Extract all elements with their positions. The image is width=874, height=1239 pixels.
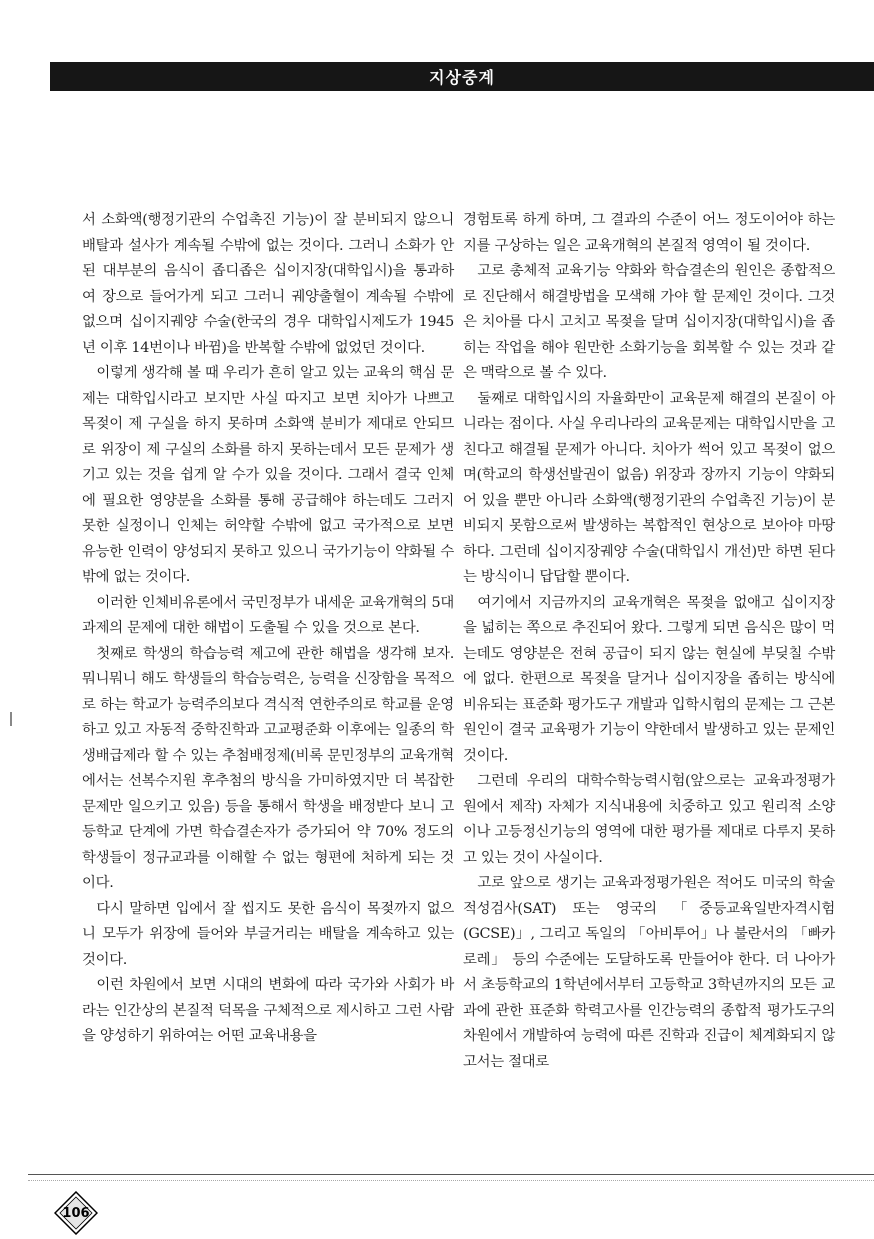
right-column [463,208,835,1075]
paragraph: 서 소화액(행정기관의 수업촉진 기능)이 잘 분비되지 않으니 배탈과 설사가 계속될 수밖에 없는 것이다. 그러니 소화가 안 된 대부분의 음식이 좁디좁은 십이지장(대학입시)을 통과하여 장으로 들어가게 되고 그러니 궤양출혈이 계속될 수밖에 없으며 십이지궤양 수술(한국의 경우 대학입시제도가 1945년 이후 14번이나 바뀜)을 반복할 수밖에 없었던 것이다. [82,212,454,356]
paragraph: 이러한 인체비유론에서 국민정부가 내세운 교육개혁의 5대 과제의 문제에 대한 해법이 도출될 수 있을 것으로 본다. [82,594,454,636]
page-number-badge [54,1191,98,1235]
footer-dotted-rule [28,1180,874,1181]
paragraph: 고로 앞으로 생기는 교육과정평가원은 적어도 미국의 학술적성검사(SAT) 또는 영국의 「중등교육일반자격시험(GCSE)」, 그리고 독일의 「아비투어」나 불란서의 「빠카로레」 등의 수준에는 도달하도록 만들어야 한다. 더 나아가서 초등학교의 1학년에서부터 고등학교 3학년까지의 모든 교과에 관한 표준화 학력고사를 인간능력의 종합적 평가도구의 차원에서 개발하여 능력에 따른 진학과 진급이 체계화되지 않고서는 절대로 [463,875,835,1070]
paragraph: 다시 말하면 입에서 잘 씹지도 못한 음식이 목젖까지 없으니 모두가 위장에 들어와 부글거리는 배탈을 계속하고 있는 것이다. [82,900,454,968]
paragraph: 첫째로 학생의 학습능력 제고에 관한 해법을 생각해 보자. 뭐니뭐니 해도 학생들의 학습능력은, 능력을 신장함을 목적으로 하는 학교가 능력주의보다 격식적 연한주의로 학교를 운영하고 있고 자동적 중학진학과 고교평준화 이후에는 일종의 학생배급제라 할 수 있는 추첨배정제(비록 문민정부의 교육개혁에서는 선복수지원 후추첨의 방식을 가미하였지만 더 복잡한 문제만 일으키고 있음) 등을 통해서 학생을 배정받다 보니 고등학교 단계에 가면 학습결손자가 증가되어 약 70% 정도의 학생들이 정규교과를 이해할 수 없는 형편에 처하게 되는 것이다. [82,645,454,891]
paragraph: 경험토록 하게 하며, 그 결과의 수준이 어느 정도이어야 하는지를 구상하는 일은 교육개혁의 본질적 영역이 될 것이다. [463,212,835,254]
paragraph: 이렇게 생각해 볼 때 우리가 흔히 알고 있는 교육의 핵심 문제는 대학입시라고 보지만 사실 따지고 보면 치아가 나쁘고 목젖이 제 구실을 하지 못하며 소화액 분비가 제대로 안되므로 위장이 제 구실의 소화를 하지 못하는데서 모든 문제가 생기고 있는 것을 쉽게 알 수가 있을 것이다. 그래서 결국 인체에 필요한 영양분을 소화를 통해 공급해야 하는데도 그러지 못한 실정이니 인체는 허약할 수밖에 없고 국가적으로 보면 유능한 인력이 양성되지 못하고 있으니 국가기능이 약화될 수밖에 없는 것이다. [82,365,454,585]
paragraph: 고로 총체적 교육기능 약화와 학습결손의 원인은 종합적으로 진단해서 해결방법을 모색해 가야 할 문제인 것이다. 그것은 치아를 다시 고치고 목젖을 달며 십이지장(대학입시)을 좁히는 작업을 해야 원만한 소화기능을 회복할 수 있는 것과 같은 맥락으로 볼 수 있다. [463,263,835,381]
margin-mark [10,712,12,726]
paragraph: 그런데 우리의 대학수학능력시험(앞으로는 교육과정평가원에서 제작) 자체가 지식내용에 치중하고 있고 원리적 소양이나 고등정신기능의 영역에 대한 평가를 제대로 다루지 못하고 있는 것이 사실이다. [463,773,835,866]
paragraph: 여기에서 지금까지의 교육개혁은 목젖을 없애고 십이지장을 넓히는 쪽으로 추진되어 왔다. 그렇게 되면 음식은 많이 먹는데도 영양분은 전혀 공급이 되지 않는 현실에 부딪칠 수밖에 없다. 한편으로 목젖을 달거나 십이지장을 좁히는 방식에 비유되는 표준화 평가도구 개발과 입학시험의 문제는 그 근본 원인이 결국 교육평가 기능이 약한데서 발생하고 있는 문제인 것이다. [463,594,835,764]
paragraph: 둘째로 대학입시의 자율화만이 교육문제 해결의 본질이 아니라는 점이다. 사실 우리나라의 교육문제는 대학입시만을 고친다고 해결될 문제가 아니다. 치아가 썩어 있고 목젖이 없으며(학교의 학생선발권이 없음) 위장과 장까지 기능이 약화되어 있을 뿐만 아니라 소화액(행정기관의 수업촉진 기능)이 분비되지 못함으로써 발생하는 복합적인 현상으로 보아야 마땅하다. 그런데 십이지장궤양 수술(대학입시 개선)만 하면 된다는 방식이니 답답할 뿐이다. [463,390,835,585]
paragraph: 이런 차원에서 보면 시대의 변화에 따라 국가와 사회가 바라는 인간상의 본질적 덕목을 구체적으로 제시하고 그런 사람을 양성하기 위하여는 어떤 교육내용을 [82,977,454,1044]
left-column [82,208,454,1050]
page-number: 106 [62,1205,90,1221]
footer-rule [28,1174,874,1175]
section-header-bar [50,62,874,91]
section-title: 지상중계 [429,68,495,87]
